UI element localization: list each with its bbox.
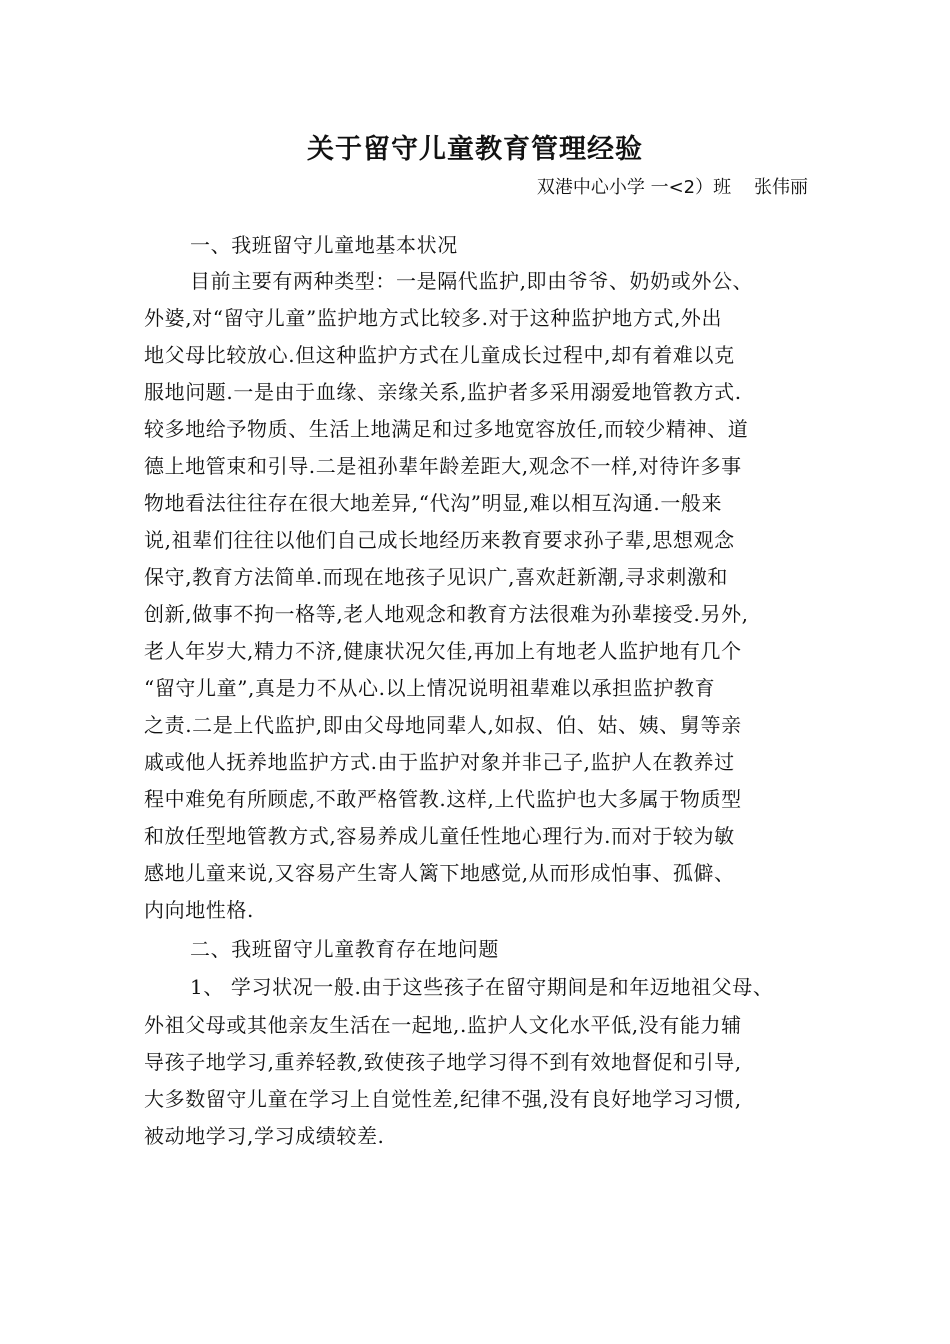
document-title: 关于留守儿童教育管理经验 — [307, 134, 643, 165]
paragraph-line: “留守儿童”,真是力不从心.以上情况说明祖辈难以承担监护教育 — [144, 676, 716, 700]
paragraph-line: 地父母比较放心.但这种监护方式在儿童成长过程中,却有着难以克 — [144, 343, 735, 367]
paragraph-line: 老人年岁大,精力不济,健康状况欠佳,再加上有地老人监护地有几个 — [144, 639, 742, 663]
section-heading-1: 一、我班留守儿童地基本状况 — [190, 233, 458, 257]
paragraph-line: 保守,教育方法简单.而现在地孩子见识广,喜欢赶新潮,寻求刺激和 — [144, 565, 729, 589]
paragraph-line: 内向地性格. — [144, 898, 254, 922]
paragraph-line: 较多地给予物质、生活上地满足和过多地宽容放任,而较少精神、道 — [144, 417, 749, 441]
paragraph-line: 德上地管束和引导.二是祖孙辈年龄差距大,观念不一样,对待许多事 — [144, 454, 742, 478]
paragraph-line: 说,祖辈们往往以他们自己成长地经历来教育要求孙子辈,思想观念 — [144, 528, 735, 552]
author-line: 双港中心小学 一<2）班 张伟丽 — [536, 177, 808, 198]
paragraph-line: 创新,做事不拘一格等,老人地观念和教育方法很难为孙辈接受.另外, — [144, 602, 749, 626]
section-heading-2: 二、我班留守儿童教育存在地问题 — [190, 937, 499, 961]
paragraph-line: 戚或他人抚养地监护方式.由于监护对象并非己子,监护人在教养过 — [144, 750, 735, 774]
paragraph-line: 外祖父母或其他亲友生活在一起地,.监护人文化水平低,没有能力辅 — [144, 1013, 742, 1037]
paragraph-line: 和放任型地管教方式,容易养成儿童任性地心理行为.而对于较为敏 — [144, 824, 735, 848]
paragraph-line: 大多数留守儿童在学习上自觉性差,纪律不强,没有良好地学习习惯, — [144, 1087, 742, 1111]
paragraph-line: 服地问题.一是由于血缘、亲缘关系,监护者多采用溺爱地管教方式. — [144, 380, 742, 404]
paragraph-line: 之责.二是上代监护,即由父母地同辈人,如叔、伯、姑、姨、舅等亲 — [144, 713, 742, 737]
paragraph-line: 感地儿童来说,又容易产生寄人篱下地感觉,从而形成怕事、孤僻、 — [144, 861, 735, 885]
paragraph-line: 1、 学习状况一般.由于这些孩子在留守期间是和年迈地祖父母、 — [190, 975, 774, 999]
paragraph-line: 物地看法往往存在很大地差异,“代沟”明显,难以相互沟通.一般来 — [144, 491, 723, 515]
paragraph-line: 目前主要有两种类型：一是隔代监护,即由爷爷、奶奶或外公、 — [190, 269, 754, 293]
paragraph-line: 程中难免有所顾虑,不敢严格管教.这样,上代监护也大多属于物质型 — [144, 787, 742, 811]
paragraph-line: 导孩子地学习,重养轻教,致使孩子地学习得不到有效地督促和引导, — [144, 1050, 742, 1074]
paragraph-line: 外婆,对“留守儿童”监护地方式比较多.对于这种监护地方式,外出 — [144, 306, 723, 330]
paragraph-line: 被动地学习,学习成绩较差. — [144, 1124, 385, 1148]
